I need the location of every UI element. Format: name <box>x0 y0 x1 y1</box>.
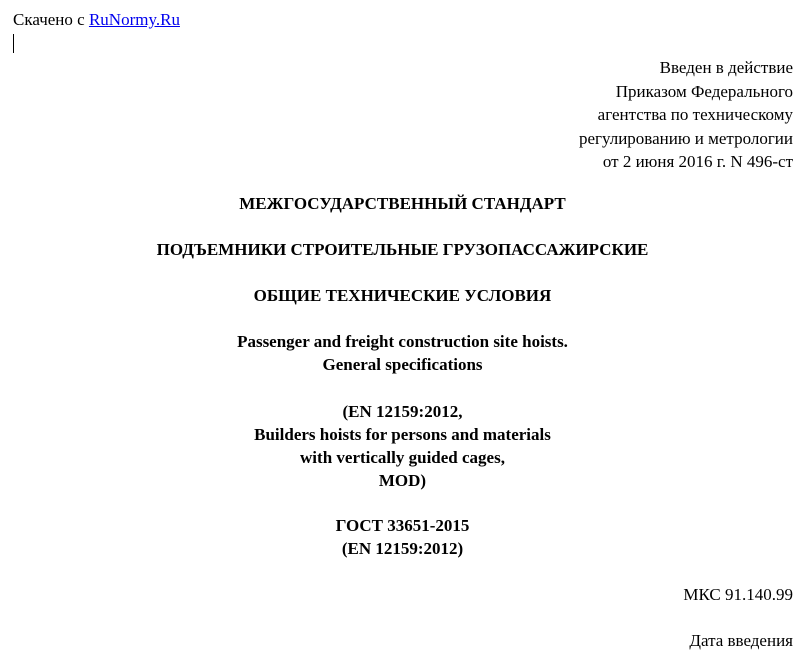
runormy-link[interactable]: RuNormy.Ru <box>88 10 180 29</box>
title-ru-heading <box>0 238 799 261</box>
approval-line: от 2 июня 2016 г. N 496-ст <box>602 152 793 171</box>
approval-line: агентства по техническому <box>597 105 793 124</box>
title-en-line: General specifications <box>322 355 483 374</box>
approval-line: Введен в действие <box>659 58 793 77</box>
intro-date-label: Дата введения <box>689 631 793 650</box>
designation-line: ГОСТ 33651-2015 <box>335 516 470 535</box>
heading-text: МЕЖГОСУДАРСТВЕННЫЙ СТАНДАРТ <box>239 194 566 213</box>
reference-line: Builders hoists for persons and materials <box>254 425 551 444</box>
designation-line: (EN 12159:2012) <box>341 539 464 558</box>
reference-line: (EN 12159:2012, <box>342 402 463 421</box>
text-cursor <box>13 34 14 53</box>
interstate-standard-heading <box>0 192 799 215</box>
approval-block <box>579 56 793 174</box>
source-prefix: Скачено с <box>13 10 85 29</box>
heading-text: ОБЩИЕ ТЕХНИЧЕСКИЕ УСЛОВИЯ <box>253 286 552 305</box>
title-en-line: Passenger and freight construction site hoists. <box>237 332 568 351</box>
approval-line: регулированию и метрологии <box>578 128 793 148</box>
reference-line: MOD) <box>378 471 427 490</box>
reference-line: with vertically guided cages, <box>300 448 505 467</box>
source-line <box>13 9 180 31</box>
title-en-block <box>0 330 799 376</box>
heading-text: ПОДЪЕМНИКИ СТРОИТЕЛЬНЫЕ ГРУЗОПАССАЖИРСКИЕ <box>156 240 649 259</box>
reference-block <box>0 400 799 492</box>
mks-code: МКС 91.140.99 <box>683 585 793 604</box>
subtitle-ru-heading <box>0 284 799 307</box>
approval-line: Приказом Федерального <box>615 81 793 101</box>
designation-block <box>0 514 799 560</box>
